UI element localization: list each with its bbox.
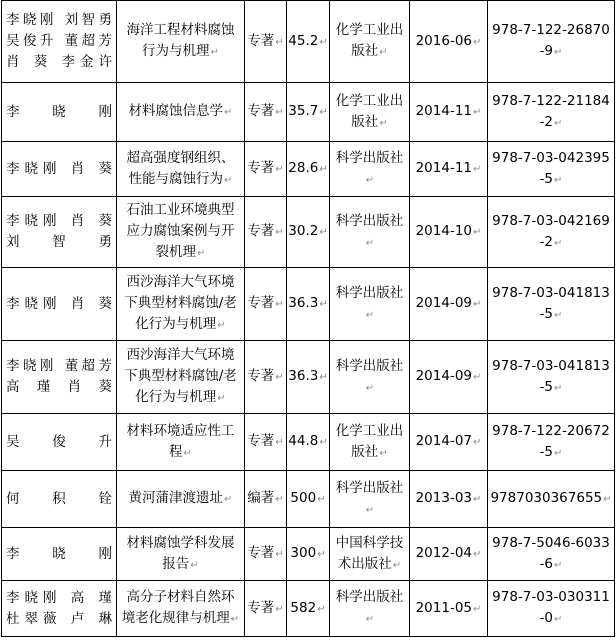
title-cell-text: 材料腐蚀学科发展报告 xyxy=(126,534,235,572)
publication-table xyxy=(1,0,615,637)
paragraph-mark-icon: ↵ xyxy=(379,447,388,459)
paragraph-mark-icon: ↵ xyxy=(275,372,284,383)
paragraph-mark-icon: ↵ xyxy=(554,447,563,459)
paragraph-mark-icon: ↵ xyxy=(473,603,482,615)
wordcount-cell-text: 582 xyxy=(290,599,317,616)
publisher-cell xyxy=(330,83,410,142)
paragraph-mark-icon: ↵ xyxy=(210,47,219,58)
isbn-cell xyxy=(488,581,615,637)
wordcount-cell-text: 500 xyxy=(290,490,317,506)
date-cell-text: 2014-09 xyxy=(415,295,472,311)
date-cell xyxy=(410,197,488,268)
authors-cell xyxy=(2,197,117,268)
paragraph-mark-icon: ↵ xyxy=(473,494,482,505)
title-cell-text: 西沙海洋大气环境下典型材料腐蚀/老化行为与机理 xyxy=(124,274,237,332)
paragraph-mark-icon: ↵ xyxy=(473,164,482,175)
isbn-cell xyxy=(488,341,615,414)
author-line: 李晓刚 董超芳 xyxy=(6,358,112,374)
type-cell-text: 专著 xyxy=(247,368,275,384)
date-cell xyxy=(410,341,488,414)
date-cell-text: 2013-03 xyxy=(415,490,472,506)
isbn-cell xyxy=(488,528,615,581)
paragraph-mark-icon: ↵ xyxy=(275,227,284,238)
wordcount-cell xyxy=(287,581,330,637)
paragraph-mark-icon: ↵ xyxy=(554,47,563,58)
publisher-cell xyxy=(330,142,410,197)
wordcount-cell-text: 30.2 xyxy=(288,223,319,239)
paragraph-mark-icon: ↵ xyxy=(275,299,284,310)
wordcount-cell-text: 36.3 xyxy=(288,295,319,311)
wordcount-cell xyxy=(287,1,330,83)
paragraph-mark-icon: ↵ xyxy=(473,372,482,383)
paragraph-mark-icon: ↵ xyxy=(224,174,233,186)
publisher-cell-text: 科学出版社 xyxy=(335,149,404,166)
date-cell-text: 2014-11 xyxy=(415,160,472,176)
isbn-cell xyxy=(488,1,615,83)
paragraph-mark-icon: ↵ xyxy=(365,174,375,186)
authors-cell xyxy=(2,1,117,83)
isbn-cell xyxy=(488,197,615,268)
date-cell-text: 2011-05 xyxy=(415,599,472,616)
date-cell xyxy=(410,268,488,341)
isbn-cell xyxy=(488,83,615,142)
paragraph-mark-icon: ↵ xyxy=(473,107,482,118)
paragraph-mark-icon: ↵ xyxy=(197,248,206,259)
paragraph-mark-icon: ↵ xyxy=(275,549,284,560)
paragraph-mark-icon: ↵ xyxy=(554,309,563,321)
paragraph-mark-icon: ↵ xyxy=(392,559,402,571)
wordcount-cell-text: 45.2 xyxy=(288,32,319,49)
title-cell xyxy=(117,581,245,637)
authors-cell xyxy=(2,83,117,142)
publisher-cell xyxy=(330,414,410,471)
paragraph-mark-icon: ↵ xyxy=(317,549,326,560)
authors-cell xyxy=(2,142,117,197)
isbn-cell xyxy=(488,471,615,528)
isbn-cell xyxy=(488,414,615,471)
table-row xyxy=(2,1,615,83)
paragraph-mark-icon: ↵ xyxy=(275,36,284,48)
type-cell-text: 专著 xyxy=(247,32,275,49)
publisher-cell xyxy=(330,197,410,268)
publisher-cell-text: 化学工业出版社 xyxy=(335,92,404,130)
author-line: 吴俊升 董超芳 xyxy=(6,33,112,49)
date-cell xyxy=(410,471,488,528)
wordcount-cell xyxy=(287,414,330,471)
paragraph-mark-icon: ↵ xyxy=(319,36,328,48)
authors-cell xyxy=(2,581,117,637)
publisher-cell-text: 化学工业出版社 xyxy=(335,422,404,460)
wordcount-cell xyxy=(287,142,330,197)
paragraph-mark-icon: ↵ xyxy=(365,309,375,321)
paragraph-mark-icon: ↵ xyxy=(473,227,482,238)
type-cell-text: 专著 xyxy=(247,160,275,176)
type-cell xyxy=(245,197,287,268)
paragraph-mark-icon: ↵ xyxy=(554,174,563,186)
title-cell-text: 石油工业环境典型应力腐蚀案例与开裂机理 xyxy=(126,202,235,260)
paragraph-mark-icon: ↵ xyxy=(275,603,284,615)
type-cell-text: 专著 xyxy=(247,599,275,616)
paragraph-mark-icon: ↵ xyxy=(365,614,375,625)
paragraph-mark-icon: ↵ xyxy=(554,614,563,625)
wordcount-cell-text: 36.3 xyxy=(288,368,319,384)
date-cell-text: 2014-11 xyxy=(415,103,472,119)
paragraph-mark-icon: ↵ xyxy=(217,320,226,331)
table-row xyxy=(2,268,615,341)
paragraph-mark-icon: ↵ xyxy=(473,36,482,48)
title-cell-text: 西沙海洋大气环境下典型材料腐蚀/老化行为与机理 xyxy=(124,347,237,405)
title-cell xyxy=(117,83,245,142)
date-cell xyxy=(410,414,488,471)
paragraph-mark-icon: ↵ xyxy=(275,494,284,505)
paragraph-mark-icon: ↵ xyxy=(365,237,375,249)
isbn-cell xyxy=(488,268,615,341)
paragraph-mark-icon: ↵ xyxy=(224,107,233,118)
paragraph-mark-icon: ↵ xyxy=(319,227,328,238)
table-row xyxy=(2,581,615,637)
table-row xyxy=(2,528,615,581)
wordcount-cell xyxy=(287,83,330,142)
wordcount-cell xyxy=(287,528,330,581)
type-cell xyxy=(245,581,287,637)
type-cell-text: 专著 xyxy=(247,295,275,311)
paragraph-mark-icon: ↵ xyxy=(554,382,563,394)
author-line: 李晓刚 高 瑾 xyxy=(6,589,112,606)
date-cell-text: 2016-06 xyxy=(415,32,472,49)
paragraph-mark-icon: ↵ xyxy=(379,47,388,58)
author-line: 李晓刚 肖 葵 xyxy=(6,295,112,312)
table-body xyxy=(2,1,615,637)
title-cell xyxy=(117,528,245,581)
date-cell-text: 2012-04 xyxy=(415,545,472,561)
wordcount-cell-text: 300 xyxy=(290,545,317,561)
type-cell xyxy=(245,83,287,142)
paragraph-mark-icon: ↵ xyxy=(317,494,326,505)
isbn-cell-text: 978-7-03-030311-0 xyxy=(492,589,610,626)
isbn-cell-text: 978-7-03-041813-5 xyxy=(492,284,610,322)
authors-cell xyxy=(2,528,117,581)
table-row xyxy=(2,142,615,197)
author-line: 刘智勇 xyxy=(6,234,112,250)
author-line: 吴俊升 xyxy=(6,433,112,450)
paragraph-mark-icon: ↵ xyxy=(319,437,328,448)
publisher-cell xyxy=(330,341,410,414)
type-cell-text: 专著 xyxy=(247,103,275,119)
paragraph-mark-icon: ↵ xyxy=(275,107,284,118)
type-cell-text: 专著 xyxy=(247,223,275,239)
author-line: 高 瑾 肖 葵 xyxy=(6,379,112,395)
table-row xyxy=(2,471,615,528)
authors-cell xyxy=(2,471,117,528)
title-cell-text: 材料环境适应性工程 xyxy=(126,422,235,460)
publisher-cell-text: 科学出版社 xyxy=(335,589,404,605)
paragraph-mark-icon: ↵ xyxy=(319,107,328,118)
author-line: 肖 葵 李金许 xyxy=(6,54,112,70)
isbn-cell-text: 978-7-5046-6033-6 xyxy=(492,534,610,572)
isbn-cell-text: 978-7-03-042169-2 xyxy=(492,212,610,250)
type-cell xyxy=(245,1,287,83)
paragraph-mark-icon: ↵ xyxy=(319,164,328,175)
date-cell xyxy=(410,142,488,197)
title-cell xyxy=(117,268,245,341)
publisher-cell xyxy=(330,581,410,637)
paragraph-mark-icon: ↵ xyxy=(183,447,192,459)
paragraph-mark-icon: ↵ xyxy=(473,299,482,310)
author-line: 杜翠薇 卢 琳 xyxy=(6,610,112,627)
author-line: 李晓刚 肖 葵 xyxy=(6,160,112,177)
paragraph-mark-icon: ↵ xyxy=(603,494,612,505)
author-line: 李晓刚 肖 葵 xyxy=(6,213,112,229)
title-cell xyxy=(117,414,245,471)
title-cell xyxy=(117,471,245,528)
table-row xyxy=(2,414,615,471)
paragraph-mark-icon: ↵ xyxy=(190,559,199,571)
date-cell xyxy=(410,528,488,581)
paragraph-mark-icon: ↵ xyxy=(365,382,375,394)
paragraph-mark-icon: ↵ xyxy=(224,494,233,505)
title-cell xyxy=(117,341,245,414)
paragraph-mark-icon: ↵ xyxy=(317,603,326,615)
paragraph-mark-icon: ↵ xyxy=(275,437,284,448)
wordcount-cell-text: 35.7 xyxy=(288,103,319,119)
isbn-cell-text: 978-7-122-21184-2 xyxy=(492,92,610,130)
publisher-cell-text: 科学出版社 xyxy=(335,284,404,301)
paragraph-mark-icon: ↵ xyxy=(473,549,482,560)
authors-cell xyxy=(2,268,117,341)
author-line: 李晓刚 刘智勇 xyxy=(6,12,112,28)
wordcount-cell-text: 44.8 xyxy=(288,433,319,449)
title-cell xyxy=(117,197,245,268)
publisher-cell xyxy=(330,1,410,83)
type-cell xyxy=(245,142,287,197)
isbn-cell-text: 978-7-03-042395-5 xyxy=(492,149,610,187)
title-cell-text: 超高强度钢组织、性能与腐蚀行为 xyxy=(126,149,235,187)
isbn-cell-text: 9787030367655 xyxy=(490,490,603,506)
type-cell-text: 专著 xyxy=(247,545,275,561)
paragraph-mark-icon: ↵ xyxy=(275,164,284,175)
isbn-cell-text: 978-7-122-26870-9 xyxy=(492,22,610,59)
paragraph-mark-icon: ↵ xyxy=(217,393,226,404)
title-cell-text: 材料腐蚀信息学 xyxy=(128,103,224,119)
paragraph-mark-icon: ↵ xyxy=(319,372,328,383)
date-cell-text: 2014-10 xyxy=(415,223,472,239)
title-cell xyxy=(117,1,245,83)
wordcount-cell xyxy=(287,341,330,414)
paragraph-mark-icon: ↵ xyxy=(230,614,240,625)
publisher-cell-text: 中国科学技术出版社 xyxy=(335,534,404,572)
authors-cell xyxy=(2,414,117,471)
title-cell-text: 高分子材料自然环境老化规律与机理 xyxy=(121,589,235,626)
date-cell-text: 2014-07 xyxy=(415,433,472,449)
isbn-cell-text: 978-7-03-041813-5 xyxy=(492,357,610,395)
paragraph-mark-icon: ↵ xyxy=(319,299,328,310)
type-cell xyxy=(245,341,287,414)
publisher-cell xyxy=(330,268,410,341)
publisher-cell-text: 科学出版社 xyxy=(335,212,404,229)
wordcount-cell-text: 28.6 xyxy=(288,160,319,176)
publisher-cell-text: 科学出版社 xyxy=(335,479,404,496)
publisher-cell xyxy=(330,528,410,581)
type-cell-text: 专著 xyxy=(247,433,275,449)
paragraph-mark-icon: ↵ xyxy=(554,117,563,129)
isbn-cell xyxy=(488,142,615,197)
publisher-cell-text: 科学出版社 xyxy=(335,357,404,374)
date-cell xyxy=(410,83,488,142)
paragraph-mark-icon: ↵ xyxy=(554,237,563,249)
date-cell-text: 2014-09 xyxy=(415,368,472,384)
type-cell xyxy=(245,528,287,581)
publisher-cell-text: 化学工业出版社 xyxy=(335,22,404,59)
type-cell xyxy=(245,471,287,528)
author-line: 李晓刚 xyxy=(6,545,112,562)
title-cell-text: 黄河蒲津渡遗址 xyxy=(128,490,224,506)
author-line: 李晓刚 xyxy=(6,103,112,120)
author-line: 何积铨 xyxy=(6,490,112,507)
type-cell xyxy=(245,414,287,471)
date-cell xyxy=(410,1,488,83)
wordcount-cell xyxy=(287,471,330,528)
isbn-cell-text: 978-7-122-20672-5 xyxy=(492,422,610,460)
type-cell-text: 编著 xyxy=(247,490,275,506)
date-cell xyxy=(410,581,488,637)
publisher-cell xyxy=(330,471,410,528)
paragraph-mark-icon: ↵ xyxy=(365,504,375,516)
table-row xyxy=(2,341,615,414)
paragraph-mark-icon: ↵ xyxy=(554,559,563,571)
title-cell xyxy=(117,142,245,197)
paragraph-mark-icon: ↵ xyxy=(379,117,388,129)
paragraph-mark-icon: ↵ xyxy=(473,437,482,448)
authors-cell xyxy=(2,341,117,414)
table-row xyxy=(2,197,615,268)
wordcount-cell xyxy=(287,197,330,268)
type-cell xyxy=(245,268,287,341)
title-cell-text: 海洋工程材料腐蚀行为与机理 xyxy=(126,22,235,59)
wordcount-cell xyxy=(287,268,330,341)
table-row xyxy=(2,83,615,142)
